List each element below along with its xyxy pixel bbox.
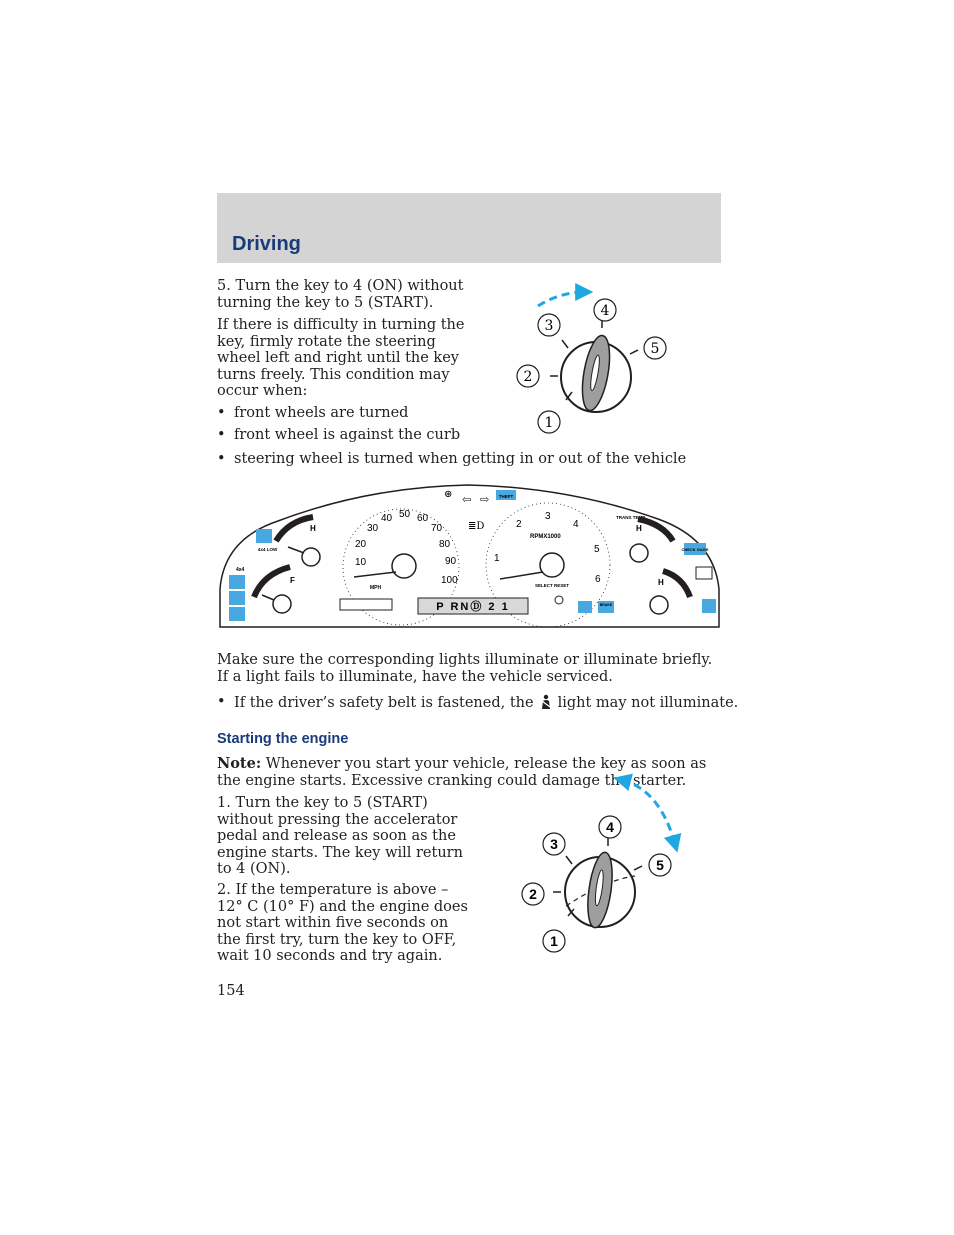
seatbelt-light (229, 607, 245, 621)
svg-text:50: 50 (399, 509, 411, 520)
svg-text:2: 2 (516, 519, 522, 530)
position-label-5: 5 (656, 857, 664, 873)
svg-text:3: 3 (545, 511, 551, 522)
verify-lights-text: Make sure the corresponding lights illuminate or illuminate briefly. If a light fails to illuminate, have the vehicle serviced. (217, 652, 713, 685)
svg-text:5: 5 (594, 544, 600, 555)
svg-text:4: 4 (573, 519, 579, 530)
position-label-2: 2 (529, 886, 537, 902)
svg-text:70: 70 (431, 523, 443, 534)
step-1-text: 1. Turn the key to 5 (START) without pressing the accelerator pedal and release as soon as the engine starts. The key will return to 4 (ON). (217, 795, 463, 877)
left-turn-icon: ⇦ (462, 493, 472, 506)
wiper-icon: ⊛ (444, 489, 453, 500)
position-label-2: 2 (523, 369, 533, 385)
gear-text: P RNⒹ 2 1 (436, 601, 510, 613)
position-label-3: 3 (550, 836, 558, 852)
svg-text:TRANS TEMP: TRANS TEMP (616, 515, 646, 520)
position-label-1: 1 (544, 415, 554, 431)
rotation-arrow-icon (622, 780, 675, 844)
airbag-light (702, 599, 716, 613)
svg-text:SELECT RESET: SELECT RESET (534, 583, 570, 588)
ignition-diagram-1 (510, 280, 680, 440)
page-title: Driving (232, 233, 301, 255)
svg-text:F: F (290, 576, 295, 585)
svg-text:30: 30 (367, 523, 379, 534)
svg-text:CHECK GAGE: CHECK GAGE (681, 547, 709, 552)
note-text: Note: Whenever you start your vehicle, release the key as soon as the engine starts. Excessive cranking could damage the starter. (217, 755, 707, 789)
svg-text:40: 40 (381, 513, 393, 524)
svg-text:90: 90 (445, 556, 457, 567)
svg-text:1: 1 (494, 553, 500, 564)
svg-text:100: 100 (441, 575, 458, 586)
svg-text:BRAKE: BRAKE (599, 603, 613, 607)
check-engine-light (229, 591, 245, 605)
starting-engine-heading: Starting the engine (217, 731, 349, 747)
svg-text:80: 80 (439, 539, 451, 550)
svg-text:60: 60 (417, 513, 429, 524)
position-label-3: 3 (544, 318, 554, 334)
rotation-arrow-icon (538, 292, 586, 306)
position-label-1: 1 (550, 933, 558, 949)
seatbelt-icon (538, 694, 554, 710)
svg-text:20: 20 (355, 539, 367, 550)
ignition-diagram-2 (510, 768, 690, 958)
position-label-5: 5 (650, 341, 660, 357)
step-5-text: 5. Turn the key to 4 (ON) without turning the key to 5 (START). (217, 278, 464, 311)
svg-text:6: 6 (595, 574, 601, 585)
select-reset-button (555, 596, 563, 604)
svg-text:H: H (658, 578, 664, 587)
instrument-cluster (218, 479, 721, 631)
difficulty-text: If there is difficulty in turning the key, firmly rotate the steering wheel left and right until the key turns freely. This condition may occur when: (217, 317, 465, 399)
page-number: 154 (217, 983, 245, 999)
headlamp-icon: ≣D (468, 521, 485, 532)
svg-text:4x4 LOW: 4x4 LOW (258, 547, 278, 552)
svg-text:H: H (310, 524, 316, 533)
svg-text:H: H (636, 524, 642, 533)
abs-light (578, 601, 592, 613)
svg-text:THEFT: THEFT (498, 494, 514, 499)
section-header (217, 193, 721, 263)
position-label-4: 4 (606, 819, 614, 835)
door-ajar-light (229, 575, 245, 589)
step-2-text: 2. If the temperature is above –12° C (10° F) and the engine does not start within five seconds on the first try, turn the key to OFF, wait 10 seconds and try again. (217, 882, 468, 964)
battery-icon (696, 567, 712, 579)
svg-text:4x4: 4x4 (236, 567, 245, 573)
right-turn-icon: ⇨ (480, 493, 490, 506)
position-label-4: 4 (600, 303, 610, 319)
4x4-low-light (256, 529, 272, 543)
svg-text:10: 10 (355, 557, 367, 568)
odometer-display (340, 599, 392, 610)
svg-text:MPH: MPH (370, 585, 382, 591)
svg-text:RPMX1000: RPMX1000 (530, 534, 561, 540)
